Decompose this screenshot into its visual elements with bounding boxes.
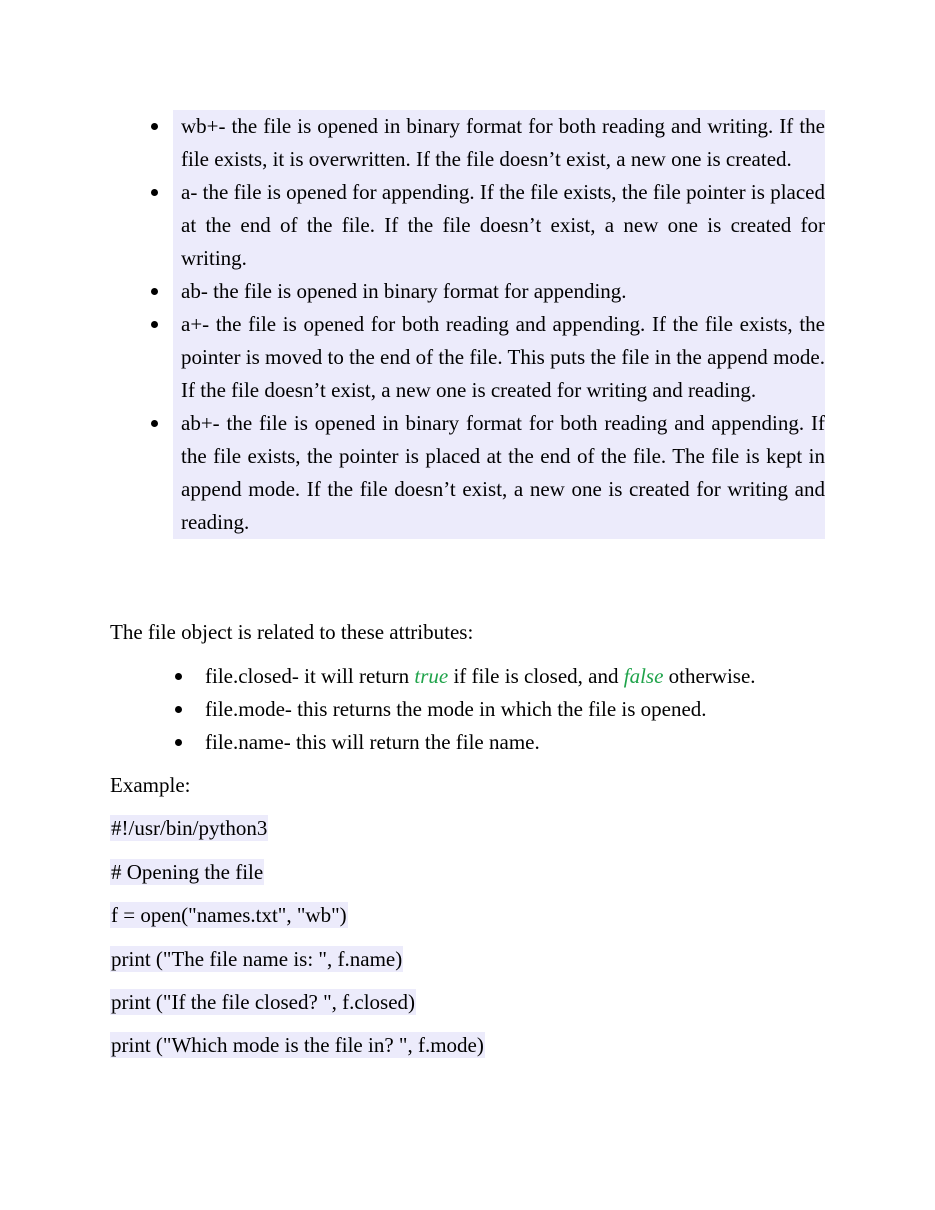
example-label: Example: bbox=[110, 773, 191, 797]
mode-description: wb+- the file is opened in binary format for both reading and writing. If the file exists, it is overwritten. If the file doesn’t exist, a new one is created. bbox=[173, 110, 825, 176]
list-item bbox=[150, 176, 825, 275]
attribute-list bbox=[174, 660, 756, 759]
file-mode-list bbox=[150, 110, 825, 539]
list-item bbox=[174, 693, 756, 726]
mode-description: a+- the file is opened for both reading and appending. If the file exists, the pointer is moved to the end of the file. This puts the file in the append mode. If the file doesn’t exist, a new one is created for writing and reading. bbox=[173, 308, 825, 407]
code-line: #!/usr/bin/python3 bbox=[111, 816, 268, 840]
attr-closed-suffix: otherwise. bbox=[663, 664, 756, 688]
mode-description: ab- the file is opened in binary format for appending. bbox=[173, 275, 825, 308]
list-item bbox=[174, 660, 756, 693]
attr-mode: file.mode- this returns the mode in which the file is opened. bbox=[205, 697, 707, 721]
attributes-intro: The file object is related to these attributes: bbox=[110, 620, 474, 644]
attr-name: file.name- this will return the file name. bbox=[205, 730, 540, 754]
attr-closed-prefix: file.closed- it will return bbox=[205, 664, 415, 688]
list-item bbox=[174, 726, 756, 759]
code-line: print ("The file name is: ", f.name) bbox=[111, 947, 403, 971]
code-line: f = open("names.txt", "wb") bbox=[111, 903, 347, 927]
code-line: print ("If the file closed? ", f.closed) bbox=[111, 990, 416, 1014]
true-keyword: true bbox=[414, 664, 449, 688]
list-item bbox=[150, 308, 825, 407]
false-keyword: false bbox=[623, 664, 664, 688]
list-item bbox=[150, 275, 825, 308]
mode-description: ab+- the file is opened in binary format for both reading and appending. If the file exists, the pointer is placed at the end of the file. The file is kept in append mode. If the file doesn’t exist, a new one is created for writing and reading. bbox=[173, 407, 825, 539]
mode-description: a- the file is opened for appending. If the file exists, the file pointer is placed at the end of the file. If the file doesn’t exist, a new one is created for writing. bbox=[173, 176, 825, 275]
list-item bbox=[150, 407, 825, 539]
list-item bbox=[150, 110, 825, 176]
code-line: # Opening the file bbox=[111, 860, 264, 884]
attr-closed-middle: if file is closed, and bbox=[448, 664, 624, 688]
code-line: print ("Which mode is the file in? ", f.mode) bbox=[111, 1033, 484, 1057]
